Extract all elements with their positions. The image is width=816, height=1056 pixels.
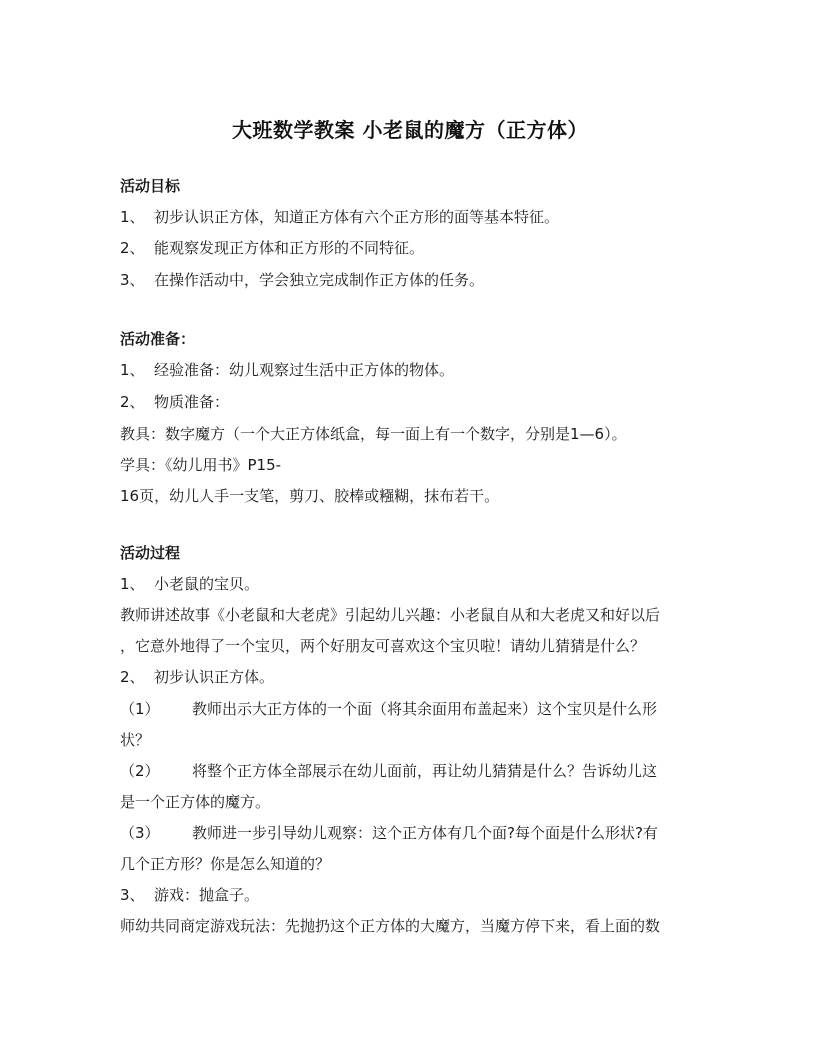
sub-step: [120, 823, 658, 843]
goal-item-number: 1、: [120, 208, 145, 226]
process-step-number: 3、: [120, 886, 145, 904]
prep-item-text: 物质准备：: [154, 393, 230, 411]
sub-step-continued: 几个正方形？你是怎么知道的？: [120, 855, 331, 873]
sub-step-number: （1）: [120, 700, 160, 718]
paragraph-line: ，它意外地得了一个宝贝，两个好朋友可喜欢这个宝贝啦！请幼儿猜猜是什么？: [120, 637, 646, 655]
sub-step-text: 教师出示大正方体的一个面（将其余面用布盖起来）这个宝贝是什么形: [192, 700, 658, 718]
paragraph-line: 教师讲述故事《小老鼠和大老虎》引起幼儿兴趣：小老鼠自从和大老虎又和好以后: [120, 606, 661, 624]
document-title: 大班数学教案 小老鼠的魔方（正方体）: [232, 118, 588, 142]
student-tools-text-continued: 16页，幼儿人手一支笔，剪刀、胶棒或糨糊，抹布若干。: [120, 487, 500, 505]
student-tools-text: 学具：《幼儿用书》P15-: [120, 456, 282, 474]
process-step-text: 游戏：抛盒子。: [154, 886, 260, 904]
goals-heading: 活动目标: [120, 177, 181, 195]
sub-step-number: （3）: [120, 824, 160, 842]
goal-item-number: 3、: [120, 271, 145, 289]
prep-item: [120, 360, 454, 380]
goal-item-text: 初步认识正方体，知道正方体有六个正方形的面等基本特征。: [154, 208, 560, 226]
prep-item-number: 1、: [120, 361, 145, 379]
prep-item-number: 2、: [120, 393, 145, 411]
prep-item: [120, 392, 229, 412]
process-step: [120, 574, 259, 594]
goal-item-text: 在操作活动中，学会独立完成制作正方体的任务。: [154, 271, 485, 289]
prep-heading: 活动准备：: [120, 330, 196, 348]
sub-step-text: 教师进一步引导幼儿观察：这个正方体有几个面?每个面是什么形状?有: [192, 824, 658, 842]
goal-item: [120, 207, 559, 227]
sub-step: [120, 761, 657, 781]
goal-item-number: 2、: [120, 239, 145, 257]
process-step-number: 1、: [120, 575, 145, 593]
teacher-tools-text: 教具：数字魔方（一个大正方体纸盒，每一面上有一个数字，分别是1—6）。: [120, 425, 627, 443]
sub-step: [120, 699, 657, 719]
process-step-number: 2、: [120, 668, 145, 686]
process-heading: 活动过程: [120, 544, 181, 562]
sub-step-continued: 状？: [120, 731, 151, 749]
process-step-text: 小老鼠的宝贝。: [154, 575, 260, 593]
goal-item-text: 能观察发现正方体和正方形的不同特征。: [154, 239, 425, 257]
sub-step-continued: 是一个正方体的魔方。: [120, 793, 271, 811]
process-step-text: 初步认识正方体。: [154, 668, 275, 686]
sub-step-text: 将整个正方体全部展示在幼儿面前，再让幼儿猜猜是什么？告诉幼儿这: [192, 762, 658, 780]
process-step: [120, 885, 259, 905]
prep-item-text: 经验准备：幼儿观察过生活中正方体的物体。: [154, 361, 455, 379]
paragraph-line: 师幼共同商定游戏玩法：先抛扔这个正方体的大魔方，当魔方停下来，看上面的数: [120, 917, 661, 935]
goal-item: [120, 238, 424, 258]
sub-step-number: （2）: [120, 762, 160, 780]
process-step: [120, 667, 274, 687]
goal-item: [120, 270, 484, 290]
